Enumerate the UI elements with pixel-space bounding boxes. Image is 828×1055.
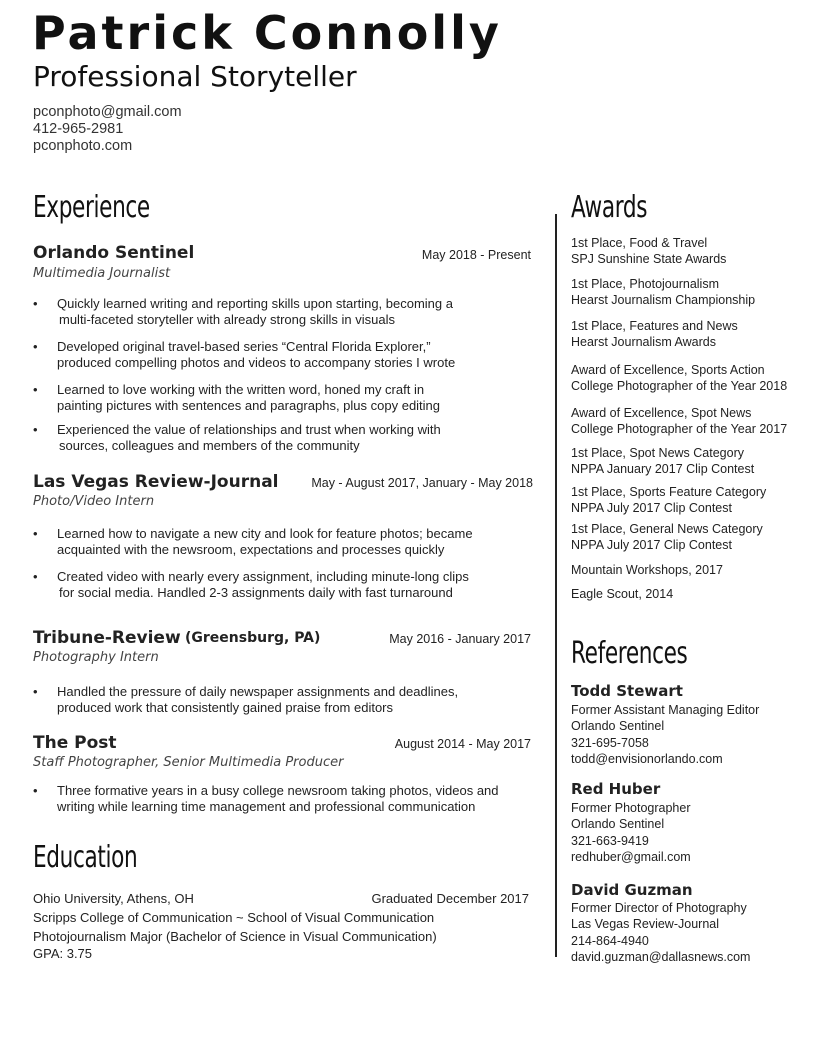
award-item: Award of Excellence, Spot News College Photographer of the Year 2017 — [571, 406, 788, 436]
job-role: Multimedia Journalist — [33, 266, 171, 281]
award-item: 1st Place, Sports Feature Category NPPA July 2017 Clip Contest — [571, 485, 767, 515]
reference-details: Former Photographer Orlando Sentinel 321-663-9419 redhuber@gmail.com — [571, 801, 691, 864]
reference-email[interactable]: david.guzman@dallasnews.com — [571, 949, 751, 964]
job-dates: May - August 2017, January - May 2018 — [311, 476, 533, 490]
award-item: 1st Place, Food & Travel SPJ Sunshine State Awards — [571, 236, 727, 266]
resume-name: Patrick Connolly — [32, 6, 502, 60]
reference-name: Todd Stewart — [571, 682, 683, 700]
award-item: 1st Place, Spot News Category NPPA January 2017 Clip Contest — [571, 446, 755, 476]
job-dates: May 2016 - January 2017 — [389, 632, 531, 646]
award-item: Award of Excellence, Sports Action College Photographer of the Year 2018 — [571, 363, 788, 393]
column-divider — [555, 214, 557, 957]
award-item: 1st Place, Photojournalism Hearst Journalism Championship — [571, 277, 756, 307]
reference-details: Former Director of Photography Las Vegas Review-Journal 214-864-4940 david.guzman@dallasnews.com — [571, 901, 751, 964]
job-role: Photo/Video Intern — [33, 494, 155, 509]
job-dates: May 2018 - Present — [421, 248, 531, 262]
job-location: (Greensburg, PA) — [185, 630, 321, 646]
contact-email[interactable]: pconphoto@gmail.com — [33, 104, 182, 120]
resume-tagline: Professional Storyteller — [33, 60, 357, 93]
reference-email[interactable]: redhuber@gmail.com — [571, 849, 691, 864]
education-school: Ohio University, Athens, OH — [33, 891, 194, 906]
job-employer: Las Vegas Review-Journal — [33, 472, 279, 492]
contact-phone: 412-965-2981 — [33, 121, 124, 137]
awards-heading: Awards — [571, 190, 648, 225]
references-heading: References — [571, 636, 688, 671]
job-employer: Tribune-Review — [33, 628, 181, 648]
reference-name: David Guzman — [571, 881, 693, 899]
reference-details: Former Assistant Managing Editor Orlando Sentinel 321-695-7058 todd@envisionorlando.com — [571, 703, 760, 766]
award-item: Mountain Workshops, 2017 — [571, 563, 723, 577]
job-employer: Orlando Sentinel — [33, 243, 195, 263]
reference-name: Red Huber — [571, 780, 661, 798]
reference-email[interactable]: todd@envisionorlando.com — [571, 751, 723, 766]
job-dates: August 2014 - May 2017 — [394, 737, 531, 751]
award-item: 1st Place, Features and News Hearst Journalism Awards — [571, 319, 738, 349]
job-role: Photography Intern — [33, 650, 159, 665]
education-gpa: GPA: 3.75 — [33, 946, 93, 961]
education-major: Photojournalism Major (Bachelor of Science in Visual Communication) — [33, 929, 437, 944]
award-item: Eagle Scout, 2014 — [571, 587, 674, 601]
award-item: 1st Place, General News Category NPPA July 2017 Clip Contest — [571, 522, 763, 552]
education-college: Scripps College of Communication ~ School of Visual Communication — [33, 910, 435, 925]
education-heading: Education — [33, 840, 138, 875]
job-role: Staff Photographer, Senior Multimedia Producer — [33, 755, 344, 770]
experience-heading: Experience — [33, 190, 150, 225]
contact-website[interactable]: pconphoto.com — [33, 138, 133, 154]
education-graduated: Graduated December 2017 — [371, 891, 529, 906]
job-employer: The Post — [33, 733, 117, 753]
